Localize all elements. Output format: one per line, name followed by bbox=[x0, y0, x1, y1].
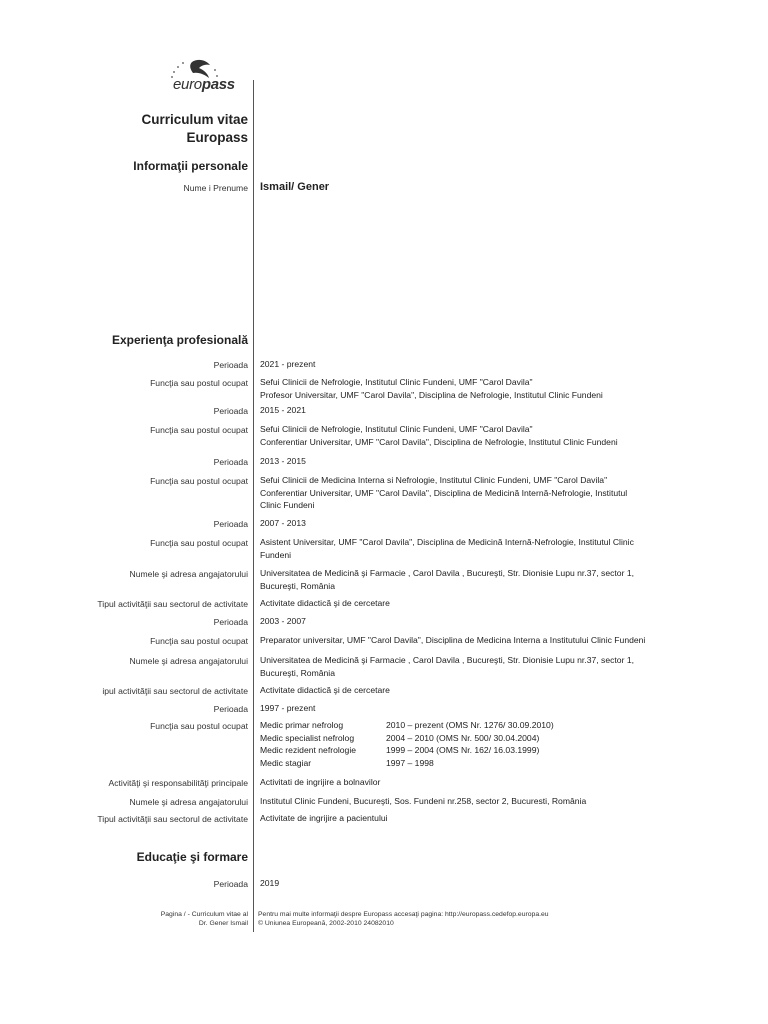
experience-row-value bbox=[260, 358, 690, 371]
experience-row-value bbox=[260, 423, 690, 448]
experience-value-line: Activitate didactică şi de cercetare bbox=[260, 685, 390, 695]
positions-table bbox=[260, 719, 554, 769]
position-row bbox=[260, 732, 554, 745]
education-period-label: Perioada bbox=[213, 879, 248, 889]
experience-row-value bbox=[260, 795, 690, 808]
position-period: 1997 – 1998 bbox=[386, 757, 434, 768]
experience-row-value bbox=[260, 684, 690, 697]
name-value: Ismail/ Gener bbox=[260, 181, 330, 193]
experience-row-value bbox=[260, 597, 690, 610]
experience-value-line: Conferentiar Universitar, UMF "Carol Davila", Disciplina de Nefrologie, Institutul Clinic Fundeni bbox=[260, 436, 618, 447]
experience-value-line: 2013 - 2015 bbox=[260, 456, 306, 466]
name-label: Nume i Prenume bbox=[183, 183, 248, 193]
experience-row-label: ipul activităţii sau sectorul de activitate bbox=[102, 686, 248, 696]
footer-europass-info bbox=[258, 910, 549, 928]
experience-row-label: Perioada bbox=[213, 457, 248, 467]
education-period-value: 2019 bbox=[260, 878, 280, 888]
experience-value-line: Activitati de ingrijire a bolnavilor bbox=[260, 777, 381, 787]
section-education-heading: Educaţie şi formare bbox=[136, 850, 248, 864]
footer-page-line: Pagina / - Curriculum vitae al bbox=[160, 911, 248, 918]
experience-value-line: Fundeni bbox=[260, 549, 292, 560]
position-row bbox=[260, 719, 554, 732]
footer-info-line: Pentru mai multe informaţii despre Europass accesaţi pagina: http://europass.cedefop.europa.eu bbox=[258, 911, 549, 918]
experience-row-value bbox=[260, 615, 690, 628]
experience-row-value bbox=[260, 474, 690, 512]
experience-row-label: Funcţia sau postul ocupat bbox=[150, 721, 248, 731]
experience-row-label: Perioada bbox=[213, 360, 248, 370]
experience-value-line: 2007 - 2013 bbox=[260, 518, 306, 528]
experience-row-label: Funcţia sau postul ocupat bbox=[150, 538, 248, 548]
experience-row-label: Funcţia sau postul ocupat bbox=[150, 378, 248, 388]
experience-row-value bbox=[260, 634, 690, 647]
experience-value-line: Universitatea de Medicină şi Farmacie , Carol Davila , Bucureşti, Str. Dionisie Lupu nr.37, sector 1, bbox=[260, 655, 634, 665]
experience-row-label: Numele şi adresa angajatorului bbox=[129, 569, 248, 579]
experience-value-line: Bucureşti, România bbox=[260, 667, 335, 678]
experience-value-line: Sefui Clinicii de Medicina Interna si Nefrologie, Institutul Clinic Fundeni, UMF "Carol Davila" bbox=[260, 475, 608, 485]
section-personal-heading: Informaţii personale bbox=[133, 159, 248, 173]
experience-row-value bbox=[260, 654, 690, 679]
experience-row-value bbox=[260, 776, 690, 789]
experience-value-line: Sefui Clinicii de Nefrologie, Institutul Clinic Fundeni, UMF "Carol Davila" bbox=[260, 424, 533, 434]
position-row bbox=[260, 744, 554, 757]
experience-row-label: Numele şi adresa angajatorului bbox=[129, 656, 248, 666]
experience-value-line: 1997 - prezent bbox=[260, 703, 316, 713]
experience-value-line: Universitatea de Medicină şi Farmacie , Carol Davila , Bucureşti, Str. Dionisie Lupu nr.37, sector 1, bbox=[260, 568, 634, 578]
position-title: Medic specialist nefrolog bbox=[260, 732, 355, 743]
experience-row-label: Perioada bbox=[213, 617, 248, 627]
experience-value-line: Profesor Universitar, UMF "Carol Davila", Disciplina de Nefrologie, Institutul Clinic Fundeni bbox=[260, 389, 603, 400]
experience-row-label: Perioada bbox=[213, 406, 248, 416]
experience-value-line: Institutul Clinic Fundeni, Bucureşti, Sos. Fundeni nr.258, sector 2, Bucuresti, România bbox=[260, 796, 587, 806]
experience-row-value bbox=[260, 455, 690, 468]
experience-row-value bbox=[260, 567, 690, 592]
experience-row-value bbox=[260, 517, 690, 530]
section-experience-heading: Experienţa profesională bbox=[111, 333, 248, 347]
experience-value-line: 2021 - prezent bbox=[260, 359, 316, 369]
experience-value-line: Activitate de ingrijire a pacientului bbox=[260, 813, 388, 823]
experience-row-label: Funcţia sau postul ocupat bbox=[150, 425, 248, 435]
footer-page-info bbox=[161, 910, 248, 928]
position-period: 1999 – 2004 (OMS Nr. 162/ 16.03.1999) bbox=[386, 745, 540, 755]
position-title: Medic rezident nefrologie bbox=[260, 745, 357, 755]
experience-row-value bbox=[260, 536, 690, 561]
experience-row-label: Tipul activităţii sau sectorul de activitate bbox=[97, 599, 248, 609]
experience-value-line: Sefui Clinicii de Nefrologie, Institutul Clinic Fundeni, UMF "Carol Davila" bbox=[260, 377, 533, 387]
experience-row-label: Activităţi şi responsabilităţi principale bbox=[108, 778, 248, 788]
experience-value-line: Asistent Universitar, UMF "Carol Davila", Disciplina de Medicină Internă-Nefrologie, Institutul Clinic bbox=[260, 537, 634, 547]
experience-row-label: Funcţia sau postul ocupat bbox=[150, 476, 248, 486]
experience-row-label: Funcţia sau postul ocupat bbox=[150, 636, 248, 646]
experience-row-value bbox=[260, 702, 690, 715]
experience-value-line: 2003 - 2007 bbox=[260, 616, 306, 626]
footer-owner-line: Dr. Gener Ismail bbox=[198, 920, 248, 927]
experience-row-label: Perioada bbox=[213, 704, 248, 714]
experience-value-line: Activitate didactică şi de cercetare bbox=[260, 598, 390, 608]
document-title-line-1: Curriculum vitae bbox=[141, 112, 248, 127]
experience-value-line: Preparator universitar, UMF "Carol Davila", Disciplina de Medicina Interna a Institutului Clinic Fundeni bbox=[260, 635, 646, 645]
experience-value-line: 2015 - 2021 bbox=[260, 405, 306, 415]
experience-value-line: Conferentiar Universitar, UMF "Carol Davila", Disciplina de Medicină Internă-Nefrologie, Institutul bbox=[260, 487, 628, 498]
position-title: Medic primar nefrolog bbox=[260, 720, 344, 730]
position-title: Medic stagiar bbox=[260, 757, 312, 768]
experience-row-value bbox=[260, 404, 690, 417]
experience-value-line: Bucureşti, România bbox=[260, 580, 335, 591]
column-divider bbox=[253, 80, 254, 932]
europass-logo bbox=[162, 56, 262, 100]
experience-row-label: Numele şi adresa angajatorului bbox=[129, 797, 248, 807]
experience-value-line: Clinic Fundeni bbox=[260, 500, 315, 510]
position-row bbox=[260, 757, 554, 770]
europass-wordmark: europass bbox=[173, 76, 235, 93]
position-period: 2004 – 2010 (OMS Nr. 500/ 30.04.2004) bbox=[386, 732, 540, 743]
position-period: 2010 – prezent (OMS Nr. 1276/ 30.09.2010) bbox=[386, 720, 554, 730]
experience-row-value bbox=[260, 812, 690, 825]
footer-copyright-line: © Uniunea Europeană, 2002-2010 24082010 bbox=[258, 920, 394, 927]
experience-row-label: Tipul activităţii sau sectorul de activitate bbox=[97, 814, 248, 824]
experience-row-label: Perioada bbox=[213, 519, 248, 529]
document-title-line-2: Europass bbox=[186, 130, 248, 145]
experience-row-value bbox=[260, 376, 690, 401]
